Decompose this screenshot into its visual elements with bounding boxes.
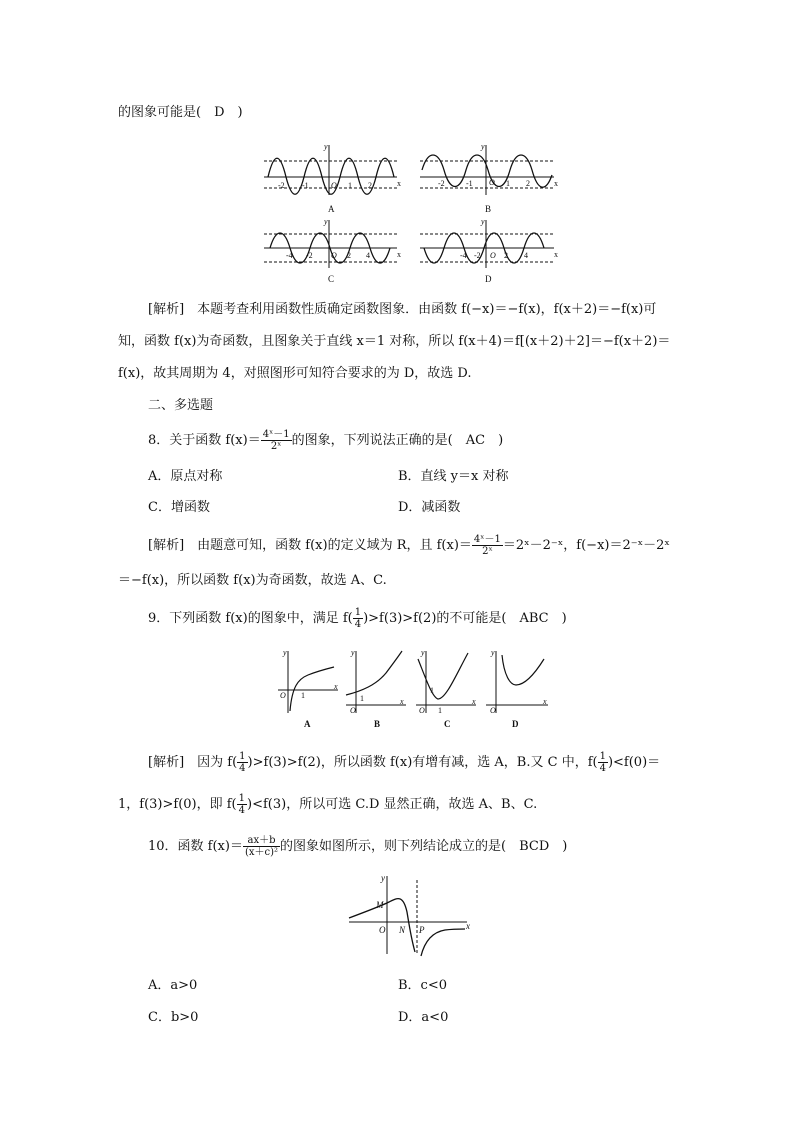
q8-analysis-line1	[148, 533, 670, 559]
q7d-tick-m4: -4	[460, 251, 467, 260]
q7-label-a: A	[328, 204, 335, 214]
q9-analysis-line1	[148, 750, 660, 776]
q7c-tick-m2: -2	[306, 251, 313, 260]
q8-frac-num: 4ˣ－1	[262, 429, 290, 440]
q7d-tick-2: 2	[504, 251, 508, 260]
q8-analysis-post: ＝2ˣ－2⁻ˣ，f(−x)＝2⁻ˣ－2ˣ	[502, 538, 670, 553]
q10-x-label: x	[466, 921, 470, 931]
q9-analysis1-frac1	[237, 751, 247, 774]
q9c-x: x	[472, 697, 476, 706]
q7c-tick-o: O	[331, 251, 337, 260]
q8-analysis-frac-den: 2ˣ	[482, 546, 493, 557]
q10-stem-post: 的图象如图所示，则下列结论成立的是( BCD )	[280, 839, 568, 854]
q10-option-a: A．a>0	[148, 978, 198, 993]
q10-fraction	[243, 835, 280, 858]
q9-analysis-line2	[118, 792, 537, 818]
q7-label-c: C	[328, 274, 335, 284]
q7a-tick-m1: -1	[302, 181, 309, 190]
q9-frac-num: 1	[354, 607, 362, 618]
q9a-o: O	[280, 691, 286, 700]
q7b-y-label: y	[481, 142, 485, 151]
q9-label-d: D	[512, 719, 519, 729]
q10-option-d: D．a<0	[398, 1010, 449, 1025]
q9b-o: O	[350, 706, 356, 715]
q7-analysis-line3: f(x)，故其周期为 4，对照图形可知符合要求的为 D，故选 D.	[118, 366, 472, 381]
q7b-tick-1: 1	[506, 179, 510, 188]
q7b-tick-m1: -1	[466, 179, 473, 188]
q8-option-a: A．原点对称	[148, 469, 223, 484]
q8-option-b: B．直线 y＝x 对称	[398, 469, 509, 484]
q7c-y-label: y	[324, 217, 328, 226]
q10-option-c: C．b>0	[148, 1010, 199, 1025]
q9b-y: y	[351, 648, 355, 657]
q9a-x: x	[334, 682, 338, 691]
q7d-y-label: y	[481, 217, 485, 226]
q9-analysis1-a: [解析] 因为 f(	[148, 755, 238, 770]
q8-stem-pre: 8．关于函数 f(x)＝	[148, 433, 261, 448]
q8-analysis-fraction	[472, 534, 503, 557]
q9c-one-x: 1	[438, 706, 442, 715]
q7a-tick-2: 2	[368, 181, 372, 190]
q9-label-a: A	[304, 719, 311, 729]
q9a-one: 1	[301, 691, 305, 700]
q9c-o: O	[419, 706, 425, 715]
q9-analysis2-frac-num: 1	[238, 793, 246, 804]
q9-analysis2-a: 1，f(3)>f(0)，即 f(	[118, 797, 237, 812]
section-title: 二、多选题	[148, 398, 214, 413]
q10-figure	[345, 872, 475, 958]
q9-stem-post: )>f(3)>f(2)的不可能是( ABC )	[363, 611, 567, 626]
q9-analysis1-frac1-num: 1	[239, 751, 246, 762]
q7c-x-label: x	[397, 250, 401, 259]
q9-label-c: C	[444, 719, 451, 729]
q9-figure	[272, 645, 552, 735]
q9c-one-y: 1	[430, 686, 434, 695]
q8-stem	[148, 428, 503, 454]
q9-analysis2-frac-den: 4	[238, 805, 246, 816]
q7a-tick-m2: -2	[278, 181, 285, 190]
q7-graphs-svg	[262, 140, 562, 284]
q7d-tick-m2: -2	[474, 251, 481, 260]
q7b-x-label: x	[554, 179, 558, 188]
q9-stem-pre: 9．下列函数 f(x)的图象中，满足 f(	[148, 611, 353, 626]
q7-analysis-line1: [解析] 本题考查利用函数性质确定函数图象．由函数 f(−x)＝−f(x)，f(x＋2)＝−f(x)可	[148, 302, 657, 317]
q9-label-b: B	[374, 719, 381, 729]
q7a-tick-1: 1	[348, 181, 352, 190]
q9-analysis1-frac1-den: 4	[239, 763, 246, 774]
q10-stem-pre: 10．函数 f(x)＝	[148, 839, 243, 854]
q10-option-b: B．c<0	[398, 978, 447, 993]
q8-analysis-line2: ＝−f(x)，所以函数 f(x)为奇函数，故选 A、C.	[118, 573, 387, 588]
q9-frac-den: 4	[354, 619, 362, 630]
q10-frac-den: (x＋c)²	[244, 847, 279, 858]
q7-figure	[262, 140, 562, 284]
q7-stem-tail: 的图象可能是( D )	[118, 105, 243, 120]
q7c-tick-4: 4	[366, 251, 370, 260]
q8-frac-den: 2ˣ	[270, 441, 282, 452]
q9c-y: y	[421, 648, 425, 657]
q9-analysis2-frac	[237, 793, 247, 816]
q10-stem	[148, 833, 567, 861]
q10-frac-num: ax＋b	[243, 835, 280, 847]
q7a-tick-o: O	[331, 181, 337, 190]
q7c-tick-m4: -4	[286, 251, 293, 260]
q7c-tick-2: 2	[347, 251, 351, 260]
q7b-tick-m2: -2	[438, 179, 445, 188]
q10-o-label: O	[379, 925, 386, 935]
q9-fraction	[353, 607, 363, 630]
q9-stem	[148, 606, 567, 632]
q9-analysis1-b: )>f(3)>f(2)，所以函数 f(x)有增有减，选 A，B.又 C 中，f(	[247, 755, 598, 770]
q7a-x-label: x	[397, 179, 401, 188]
q10-graph-svg	[345, 872, 475, 958]
q9b-one: 1	[360, 694, 364, 703]
q10-m-label: M	[376, 900, 384, 910]
q8-fraction	[261, 429, 292, 452]
q10-y-label: y	[381, 873, 385, 883]
q9-graphs-svg	[272, 645, 552, 735]
q7-label-b: B	[485, 204, 492, 214]
q7b-tick-o: O	[489, 178, 495, 187]
q7-label-d: D	[485, 274, 492, 284]
q7d-tick-4: 4	[524, 251, 528, 260]
q10-n-label: N	[399, 925, 406, 935]
q9-analysis1-frac2	[598, 751, 608, 774]
q7d-x-label: x	[554, 250, 558, 259]
q9-analysis1-frac2-den: 4	[599, 763, 606, 774]
q7-analysis-line2: 知，函数 f(x)为奇函数，且图象关于直线 x＝1 对称，所以 f(x＋4)＝f[(x＋2)＋2]＝−f(x＋2)＝	[118, 334, 671, 349]
q8-option-c: C．增函数	[148, 500, 210, 515]
q9b-x: x	[400, 697, 404, 706]
q7a-y-label: y	[324, 142, 328, 151]
q9d-x: x	[543, 697, 547, 706]
q8-option-d: D．减函数	[398, 500, 461, 515]
q7d-tick-o: O	[490, 251, 496, 260]
q8-analysis-pre: [解析] 由题意可知，函数 f(x)的定义域为 R，且 f(x)＝	[148, 538, 472, 553]
q9-analysis1-frac2-num: 1	[599, 751, 606, 762]
q9-analysis2-b: )<f(3)，所以可选 C.D 显然正确，故选 A、B、C.	[247, 797, 538, 812]
q9-analysis1-c: )<f(0)＝	[607, 755, 661, 770]
q9d-y: y	[491, 648, 495, 657]
q10-p-label: P	[419, 925, 425, 935]
q8-stem-post: 的图象，下列说法正确的是( AC )	[291, 433, 504, 448]
q7b-tick-2: 2	[526, 179, 530, 188]
q9a-y: y	[283, 648, 287, 657]
q8-analysis-frac-num: 4ˣ－1	[473, 534, 501, 545]
q9d-o: O	[490, 706, 496, 715]
